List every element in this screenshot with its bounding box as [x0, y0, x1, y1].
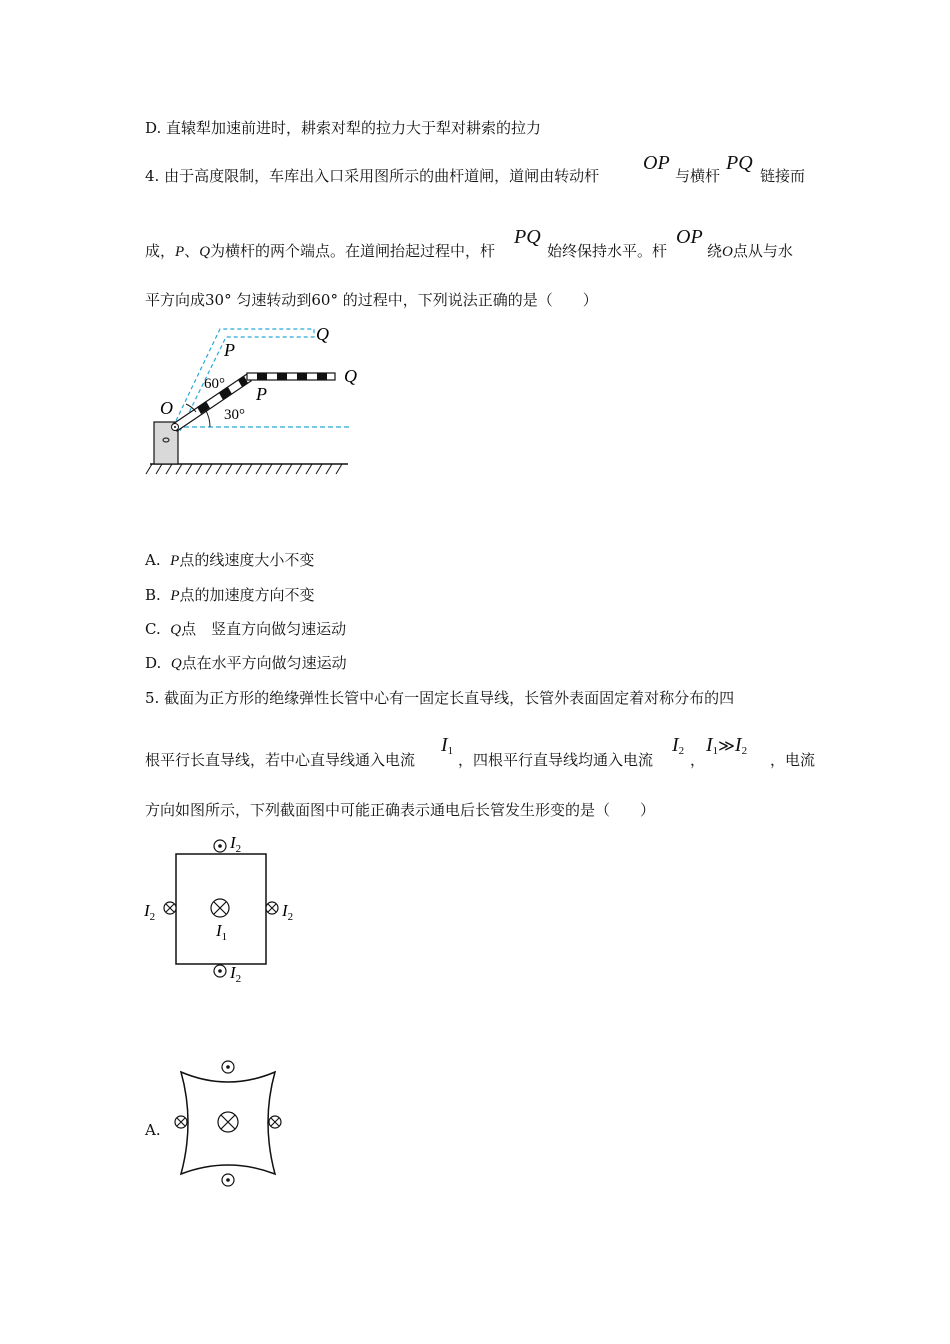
label-left-i2: $I_2$ [144, 901, 156, 923]
q5-line-2: 根平行长直导线，若中心直导线通入电流 [145, 751, 416, 769]
option-label: C. [145, 620, 161, 638]
q5-text: ， [690, 751, 706, 769]
q4-var-q: Q [170, 622, 182, 638]
option-label: D. [145, 654, 162, 672]
q4-var-o: O [722, 244, 733, 260]
q5-current-i1: $I_1$ [441, 734, 454, 757]
q5-option-a-label: A. [145, 1121, 161, 1139]
q4-op-symbol: OP [676, 226, 703, 248]
label-p-top: P [224, 340, 235, 360]
q4-text: 成， [145, 242, 176, 260]
option-text: 点的加速度方向不变 [179, 586, 315, 604]
q4-pq-symbol: PQ [726, 152, 753, 174]
q5-relation: $I_1≫I_2$ [706, 734, 748, 757]
option-label: B. [145, 586, 161, 604]
label-q-top: Q [316, 324, 329, 344]
barrier-gate-figure [140, 318, 360, 478]
q4-text: 点从与水 [732, 242, 793, 260]
option-text: 点 竖直方向做匀速运动 [181, 620, 347, 638]
option-text: 点的线速度大小不变 [179, 551, 315, 569]
q5-line-1: 5. 截面为正方形的绝缘弹性长管中心有一固定长直导线，长管外表面固定着对称分布的四 [145, 689, 735, 707]
q4-var-q: Q [199, 244, 211, 260]
q4-text: 始终保持水平。杆 [547, 242, 668, 260]
q4-var-p: P [175, 244, 185, 260]
label-bottom-i2: $I_2$ [230, 963, 242, 985]
q4-option-b [145, 584, 315, 605]
label-q: Q [344, 366, 357, 386]
q4-text: 4. 由于高度限制，车库出入口采用图所示的曲杆道闸，道闸由转动杆 [145, 167, 600, 185]
label-p: P [256, 384, 267, 404]
q4-line-2 [145, 241, 495, 262]
q3-option-d: D. 直辕犁加速前进时，耕索对犁的拉力大于犁对耕索的拉力 [145, 119, 542, 137]
label-angle-30: 30° [224, 407, 245, 423]
q4-var-q: Q [170, 656, 182, 672]
label-o: O [160, 398, 173, 418]
q5-current-i2: $I_2$ [672, 734, 685, 757]
q5-line-3: 方向如图所示，下列截面图中可能正确表示通电后长管发生形变的是（ ） [145, 801, 656, 819]
q4-line-2-end [707, 241, 793, 262]
q4-var-p: P [170, 553, 180, 569]
option-label: A. [145, 551, 161, 569]
option-a-figure [165, 1052, 295, 1197]
ground-hatch [146, 464, 342, 474]
q5-text: ，四根平行直导线均通入电流 [458, 751, 654, 769]
label-angle-60: 60° [204, 376, 225, 392]
angle-60-arc [186, 404, 196, 412]
q4-text: 、 [184, 242, 200, 260]
label-center-i1: $I_1$ [216, 921, 228, 943]
label-top-i2: $I_2$ [230, 833, 242, 855]
q4-option-a [145, 549, 314, 570]
q4-line-3: 平方向成30° 匀速转动到60° 的过程中，下列说法正确的是（ ） [145, 291, 598, 309]
label-right-i2: $I_2$ [282, 901, 294, 923]
option-text: 点在水平方向做匀速运动 [181, 654, 347, 672]
q4-text: 与横杆 [675, 167, 721, 185]
q4-op-symbol: OP [643, 152, 670, 174]
q4-var-p: P [170, 588, 180, 604]
q4-option-c [145, 618, 346, 639]
square-tube-figure [140, 828, 310, 988]
q4-text: 绕 [707, 242, 723, 260]
q4-line-1 [145, 166, 599, 186]
q4-pq-symbol: PQ [514, 226, 541, 248]
q4-text: 为横杆的两个端点。在道闸抬起过程中，杆 [210, 242, 496, 260]
q5-text: ，电流 [770, 751, 816, 769]
q4-text: 链接而 [760, 167, 806, 185]
q4-option-d [145, 652, 347, 673]
